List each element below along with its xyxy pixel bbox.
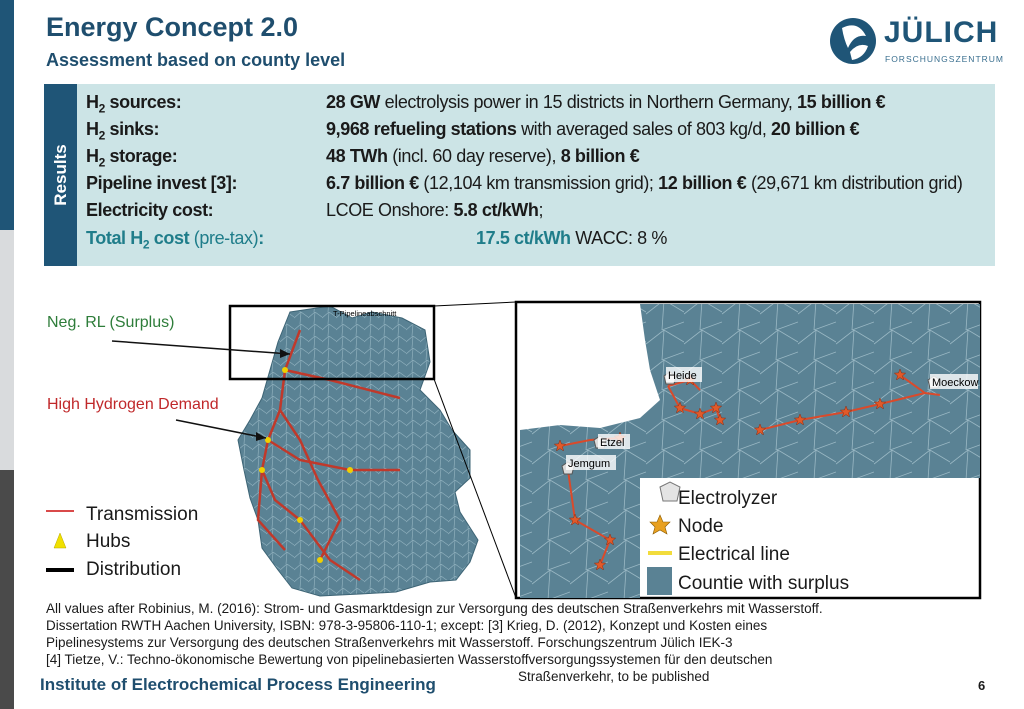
footnote-line: Pipelinesystems zur Versorgung des deutschen Straßenverkehrs mit Wasserstoff. Forschungszentrum Jülich IEK-3	[46, 635, 733, 650]
row-label: Total $H_2$ cost (pre-tax):	[86, 228, 264, 252]
logo-wordmark: JÜLICH	[884, 16, 999, 49]
row-value: LCOE Onshore: 5.8 ct/kWh;	[326, 200, 544, 220]
footnote-line: Dissertation RWTH Aachen University, ISBN: 978-3-95806-110-1; except: [3] Krieg, D. (2012), Konzept und Kosten eines	[46, 618, 768, 633]
annotation-surplus: Neg. RL (Surplus)	[47, 314, 175, 331]
county-surplus-symbol	[647, 567, 672, 595]
footnote-line: Straßenverkehr, to be published	[518, 669, 710, 684]
page-number: 6	[978, 678, 986, 693]
reference-footnote	[46, 600, 976, 685]
place-label-jemgum: Jemgum	[568, 458, 611, 470]
legend-item-node: Node	[678, 516, 724, 537]
legend-item-distribution: Distribution	[86, 559, 182, 580]
row-label: $H_2$ sinks:	[86, 119, 160, 143]
legend-item-county-surplus: Countie with surplus	[678, 573, 850, 594]
row-value: 9,968 refueling stations with averaged sales of 803 kg/d, 20 billion €	[326, 119, 860, 139]
row-label: Pipeline invest [3]:	[86, 173, 238, 193]
germany-map-shape	[238, 306, 478, 596]
legend-item-transmission: Transmission	[86, 504, 199, 525]
place-label-etzel: Etzel	[600, 437, 625, 449]
annotation-demand: High Hydrogen Demand	[47, 396, 219, 413]
row-label: $H_2$ storage:	[86, 146, 178, 170]
logo-subtitle: FORSCHUNGSZENTRUM	[885, 54, 1004, 64]
surplus-arrow	[112, 341, 290, 354]
row-value: 28 GW electrolysis power in 15 districts in Northern Germany, 15 billion €	[326, 92, 886, 112]
inset-caption: T-Pipelineabschnitt	[333, 309, 397, 318]
footnote-line: All values after Robinius, M. (2016): Strom- und Gasmarktdesign zur Versorgung des deutschen Straßenverkehrs mit Wasserstoff.	[46, 601, 823, 616]
row-value: 6.7 billion € (12,104 km transmission grid); 12 billion € (29,671 km distribution grid)	[326, 173, 963, 193]
place-label-moeckow: Moeckow	[932, 377, 979, 389]
legend-item-electrical-line: Electrical line	[678, 544, 790, 565]
results-tab-label: Results	[50, 144, 70, 206]
footnote-line: [4] Tietze, V.: Techno-ökonomische Bewertung von pipelinebasierten Wasserstoffversorgungssystemen für den deutschen	[46, 652, 773, 667]
zoom-connector	[434, 302, 516, 306]
legend-item-hubs: Hubs	[86, 531, 131, 552]
legend-item-electrolyzer: Electrolyzer	[678, 488, 778, 509]
place-label-heide: Heide	[668, 370, 697, 382]
row-label: $H_2$ sources:	[86, 92, 182, 116]
page-subtitle: Assessment based on county level	[46, 50, 346, 70]
row-value: 17.5 ct/kWh WACC: 8 %	[476, 228, 667, 248]
institute-name: Institute of Electrochemical Process Engineering	[40, 675, 436, 694]
page-title: Energy Concept 2.0	[46, 12, 299, 42]
row-label: Electricity cost:	[86, 200, 214, 220]
row-value: 48 TWh (incl. 60 day reserve), 8 billion €	[326, 146, 640, 166]
